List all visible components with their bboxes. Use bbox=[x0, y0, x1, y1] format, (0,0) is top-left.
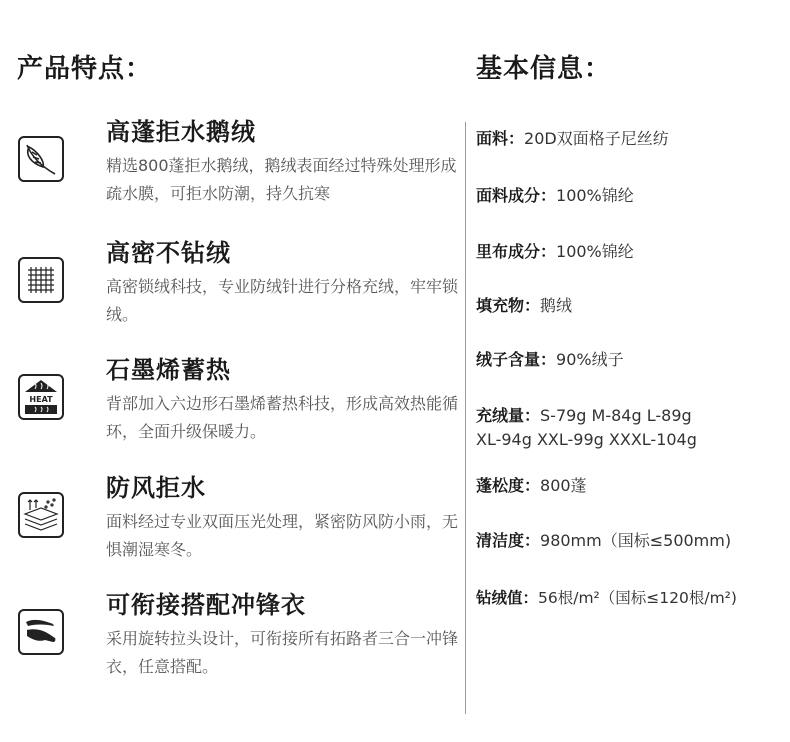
info-value: 20D双面格子尼丝纺 bbox=[524, 129, 669, 148]
feather-icon bbox=[18, 136, 64, 182]
info-value: 100%锦纶 bbox=[556, 242, 634, 261]
info-label: 绒子含量： bbox=[476, 350, 557, 369]
info-value: S-79g M-84g L-89g bbox=[540, 406, 692, 425]
info-row bbox=[476, 294, 572, 318]
info-label: 填充物： bbox=[476, 296, 541, 315]
feature-item bbox=[18, 585, 463, 685]
feature-item bbox=[18, 350, 463, 450]
feature-title: 高蓬拒水鹅绒 bbox=[106, 118, 256, 146]
info-value: 800蓬 bbox=[540, 476, 587, 495]
info-row bbox=[476, 474, 587, 498]
info-row bbox=[476, 404, 697, 452]
info-row bbox=[476, 529, 731, 553]
info-value: 鹅绒 bbox=[540, 296, 573, 315]
info-row bbox=[476, 240, 634, 264]
feature-title: 石墨烯蓄热 bbox=[106, 356, 231, 384]
feature-item bbox=[18, 112, 463, 212]
info-row bbox=[476, 348, 624, 372]
hand-icon bbox=[18, 609, 64, 655]
info-value: 56根/m²（国标≤120根/m²) bbox=[538, 589, 737, 607]
feature-description: 背部加入六边形石墨烯蓄热科技，形成高效热能循环，全面升级保暖力。 bbox=[106, 394, 459, 441]
layers-icon bbox=[18, 492, 64, 538]
feature-item bbox=[18, 233, 463, 333]
feature-description: 高密锁绒科技，专业防绒针进行分格充绒，牢牢锁绒。 bbox=[106, 277, 459, 324]
feature-title: 可衔接搭配冲锋衣 bbox=[106, 591, 306, 619]
info-label: 面料成分： bbox=[476, 186, 557, 205]
info-label: 里布成分： bbox=[476, 242, 557, 261]
info-value-line2: XL-94g XXL-99g XXXL-104g bbox=[476, 430, 697, 449]
feature-description: 面料经过专业双面压光处理，紧密防风防小雨，无惧潮湿寒冬。 bbox=[106, 512, 459, 559]
feature-title: 高密不钻绒 bbox=[106, 239, 231, 267]
info-label: 蓬松度： bbox=[476, 476, 541, 495]
heat-icon bbox=[18, 374, 64, 420]
feature-description: 精选800蓬拒水鹅绒，鹅绒表面经过特殊处理形成疏水膜，可拒水防潮，持久抗寒 bbox=[106, 156, 457, 203]
info-label: 钻绒值： bbox=[476, 589, 539, 607]
heat-label: HEAT bbox=[29, 395, 53, 404]
feature-item bbox=[18, 468, 463, 568]
feature-title: 防风拒水 bbox=[106, 474, 206, 502]
info-row bbox=[476, 127, 669, 151]
info-label: 充绒量： bbox=[476, 406, 541, 425]
info-heading: 基本信息： bbox=[476, 54, 612, 84]
info-value: 90%绒子 bbox=[556, 350, 624, 369]
info-row bbox=[476, 184, 634, 208]
info-row bbox=[476, 586, 737, 610]
feature-description: 采用旋转拉头设计，可衔接所有拓路者三合一冲锋衣，任意搭配。 bbox=[106, 629, 459, 676]
info-label: 面料： bbox=[476, 129, 525, 148]
features-heading: 产品特点： bbox=[17, 54, 153, 84]
mesh-icon bbox=[18, 257, 64, 303]
info-label: 清洁度： bbox=[476, 531, 541, 550]
info-value: 980mm（国标≤500mm) bbox=[540, 531, 732, 550]
info-value: 100%锦纶 bbox=[556, 186, 634, 205]
